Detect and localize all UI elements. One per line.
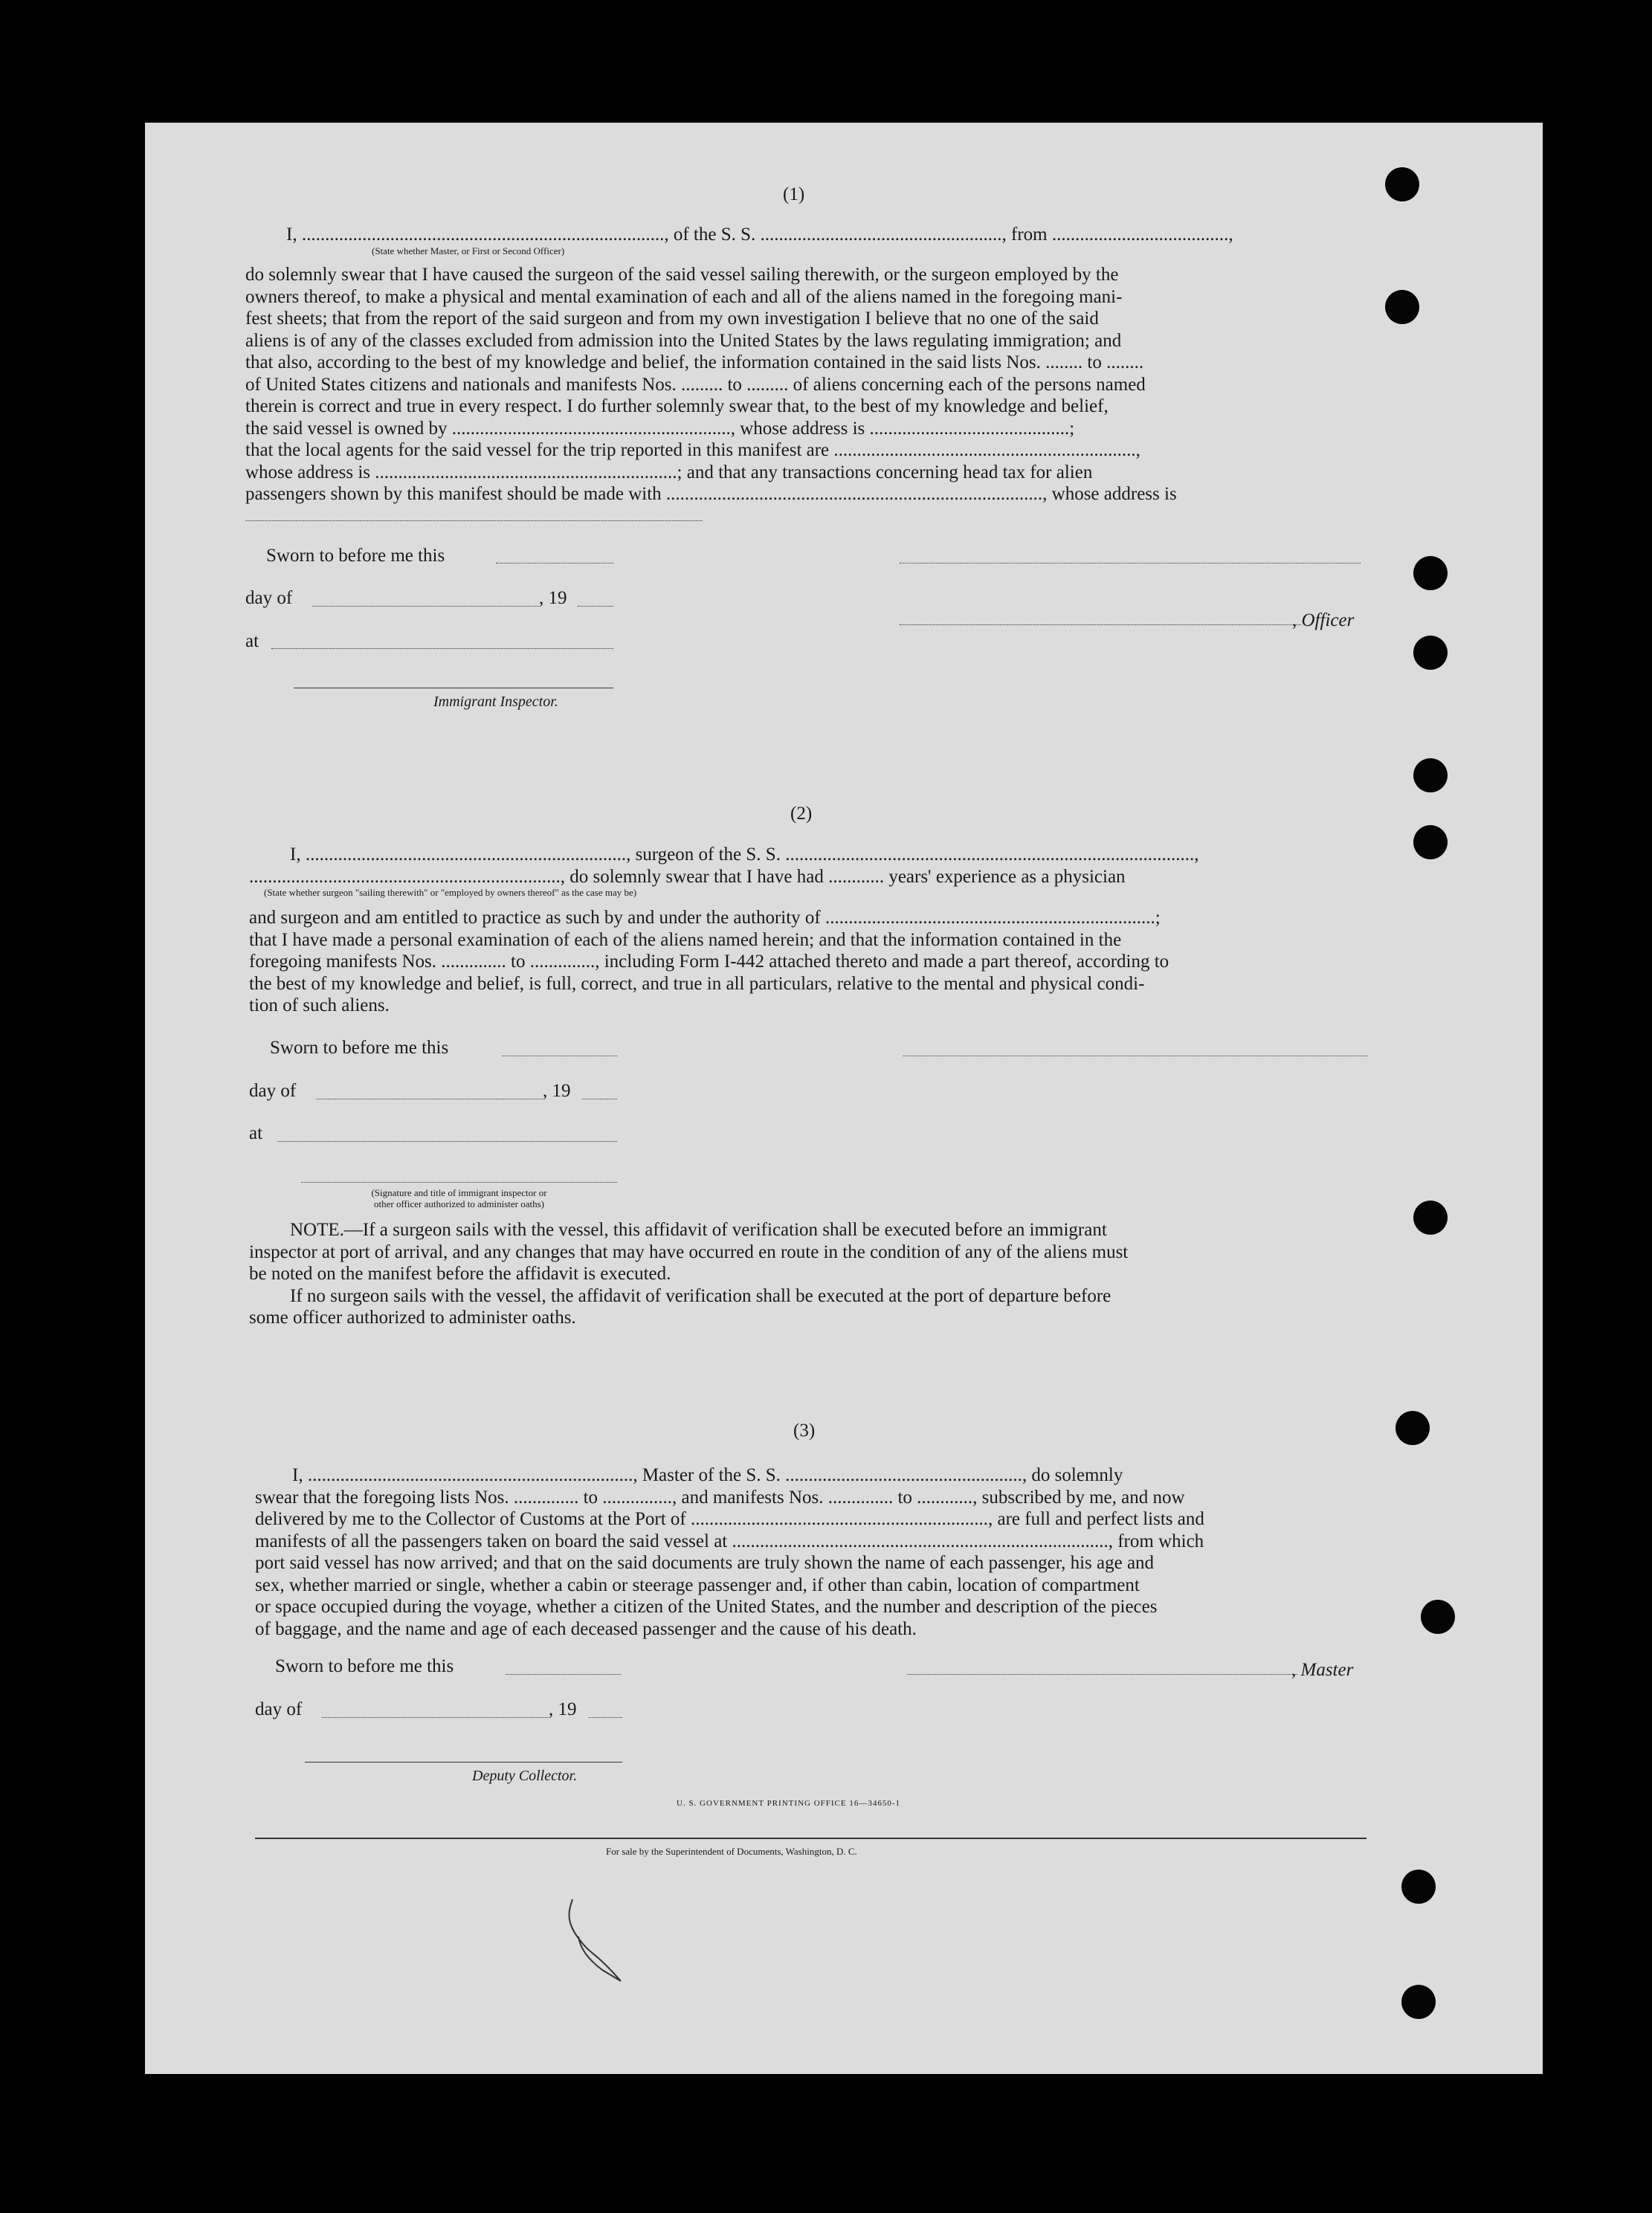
pencil-mark <box>558 1896 647 1985</box>
sworn-label: Sworn to before me this <box>275 1656 454 1676</box>
sale-notice: For sale by the Superintendent of Documents, Washington, D. C. <box>606 1846 857 1857</box>
at-label: at <box>245 631 259 651</box>
oath-officer-signature-line <box>301 1182 617 1183</box>
section-1-number: (1) <box>783 184 805 204</box>
section-1-line: owners thereof, to make a physical and mental examination of each and all of the aliens named in the foregoing mani- <box>245 286 1123 307</box>
binder-hole <box>1396 1411 1430 1445</box>
form-sheet <box>145 123 1543 2074</box>
note-line: be noted on the manifest before the affidavit is executed. <box>249 1264 671 1284</box>
day-of-label: day of <box>245 588 293 608</box>
gpo-imprint: U. S. GOVERNMENT PRINTING OFFICE 16—34650-1 <box>677 1799 901 1808</box>
at-line <box>277 1141 617 1142</box>
year-line <box>589 1717 622 1718</box>
section-3-line: of baggage, and the name and age of each deceased passenger and the cause of his death. <box>255 1618 917 1639</box>
year-line <box>578 606 613 607</box>
officer-title-line <box>900 624 1301 625</box>
section-1-line: therein is correct and true in every respect. I do further solemnly swear that, to the best of my knowledge and belief, <box>245 396 1109 416</box>
section-3-line: swear that the foregoing lists Nos. .............. to ..............., and manifests Nos. .............. to ............, subscribed by me, and now <box>255 1487 1185 1508</box>
at-line <box>271 648 613 649</box>
year-label: , 19 <box>549 1699 577 1719</box>
day-of-label: day of <box>255 1699 303 1719</box>
section-1-line: that also, according to the best of my knowledge and belief, the information contained in the said lists Nos. ........ to ........ <box>245 352 1144 372</box>
section-3-line: port said vessel has now arrived; and that on the said documents are truly shown the name of each passenger, his age and <box>255 1553 1155 1573</box>
section-1-line: of United States citizens and nationals and manifests Nos. ......... to ......... of aliens concerning each of the persons named <box>245 374 1146 395</box>
section-2-line: tion of such aliens. <box>249 995 390 1015</box>
section-1-line: that the local agents for the said vessel for the trip reported in this manifest are ................................................................., <box>245 440 1140 460</box>
section-1-line: the said vessel is owned by ............................................................, whose address is ...........................................; <box>245 418 1075 439</box>
section-2-body <box>249 907 1513 1017</box>
sworn-date-line <box>506 1674 621 1675</box>
sworn-label: Sworn to before me this <box>266 546 445 566</box>
binder-hole <box>1413 825 1448 859</box>
note-line: some officer authorized to administer oaths. <box>249 1308 576 1328</box>
binder-hole <box>1413 636 1448 670</box>
section-3-line: sex, whether married or single, whether a cabin or steerage passenger and, if other than cabin, location of compartment <box>255 1574 1140 1595</box>
address-line <box>245 520 703 521</box>
section-2-number: (2) <box>790 804 813 824</box>
day-of-line <box>322 1717 549 1718</box>
footer-rule <box>255 1838 1367 1839</box>
binder-hole <box>1401 1870 1436 1904</box>
section-2-line1: I, ....................................................................., surgeon of the S. S. ........................................................................................, <box>290 844 1199 865</box>
binder-hole <box>1385 167 1419 201</box>
note-line: inspector at port of arrival, and any changes that may have occurred en route in the condition of any of the aliens must <box>249 1241 1129 1262</box>
section-1-body <box>245 264 1509 505</box>
section-3-body <box>255 1464 1519 1640</box>
master-signature-line <box>907 1674 1297 1675</box>
binder-hole <box>1413 556 1448 590</box>
inspector-label: Immigrant Inspector. <box>433 694 558 710</box>
note-line: —If a surgeon sails with the vessel, this affidavit of verification shall be executed before an immigrant <box>343 1220 1107 1240</box>
section-2-line2: ..................................................................., do solemnly swear that I have had ............ years' experience as a physician <box>249 867 1126 887</box>
section-2-line: and surgeon and am entitled to practice as such by and under the authority of .......................................................................; <box>249 908 1161 928</box>
section-1-line: fest sheets; that from the report of the said surgeon and from my own investigation I believe that no one of the said <box>245 308 1099 329</box>
signature-caption-1: (Signature and title of immigrant inspector or <box>371 1187 547 1198</box>
officer-label: , Officer <box>1292 610 1355 630</box>
section-3-line: manifests of all the passengers taken on board the said vessel at ................................................................................., from which <box>255 1531 1204 1551</box>
section-1-caption: (State whether Master, or First or Second Officer) <box>372 245 565 256</box>
note-text <box>249 1219 1513 1329</box>
section-3-line: delivered by me to the Collector of Customs at the Port of ................................................................, are full and perfect lists and <box>255 1509 1204 1529</box>
at-label: at <box>249 1123 263 1143</box>
section-1-line: whose address is .................................................................; and that any transactions concerning head tax for alien <box>245 462 1093 482</box>
section-1-line: do solemnly swear that I have caused the surgeon of the said vessel sailing therewith, or the surgeon employed by the <box>245 265 1119 285</box>
binder-hole <box>1413 758 1448 792</box>
section-1-line: passengers shown by this manifest should be made with ................................................................................., whose address is <box>245 484 1177 504</box>
note-label: NOTE. <box>290 1220 344 1240</box>
section-1-oath-line: I, .............................................................................., of the S. S. ...................................................., from ......................................, <box>286 224 1233 245</box>
section-3-number: (3) <box>793 1421 816 1441</box>
sworn-label: Sworn to before me this <box>270 1038 449 1058</box>
section-2-line: foregoing manifests Nos. .............. to .............., including Form I-442 attached thereto and made a part thereof, according to <box>249 952 1169 972</box>
signature-caption-2: other officer authorized to administer oaths) <box>374 1198 544 1209</box>
day-of-label: day of <box>249 1081 297 1101</box>
section-1-line: aliens is of any of the classes excluded from admission into the United States by the laws regulating immigration; and <box>245 330 1122 351</box>
section-3-line: or space occupied during the voyage, whether a citizen of the United States, and the number and description of the pieces <box>255 1597 1158 1617</box>
year-label: , 19 <box>543 1081 571 1101</box>
section-3-line: I, ......................................................................, Master of the S. S. ..................................................., do solemnly <box>292 1465 1123 1485</box>
day-of-line <box>312 606 539 607</box>
deputy-label: Deputy Collector. <box>472 1768 578 1784</box>
section-2-line: that I have made a personal examination of each of the aliens named herein; and that the information contained in the <box>249 929 1122 950</box>
master-label: , Master <box>1291 1660 1354 1680</box>
note-line: If no surgeon sails with the vessel, the affidavit of verification shall be executed at the port of departure before <box>290 1285 1111 1306</box>
year-label: , 19 <box>539 588 567 608</box>
section-2-caption: (State whether surgeon "sailing therewith" or "employed by owners thereof" as the case may be) <box>264 887 637 898</box>
section-2-line: the best of my knowledge and belief, is full, correct, and true in all particulars, relative to the mental and physical condi- <box>249 973 1145 994</box>
binder-hole <box>1401 1985 1436 2019</box>
deputy-signature-line <box>305 1762 622 1763</box>
